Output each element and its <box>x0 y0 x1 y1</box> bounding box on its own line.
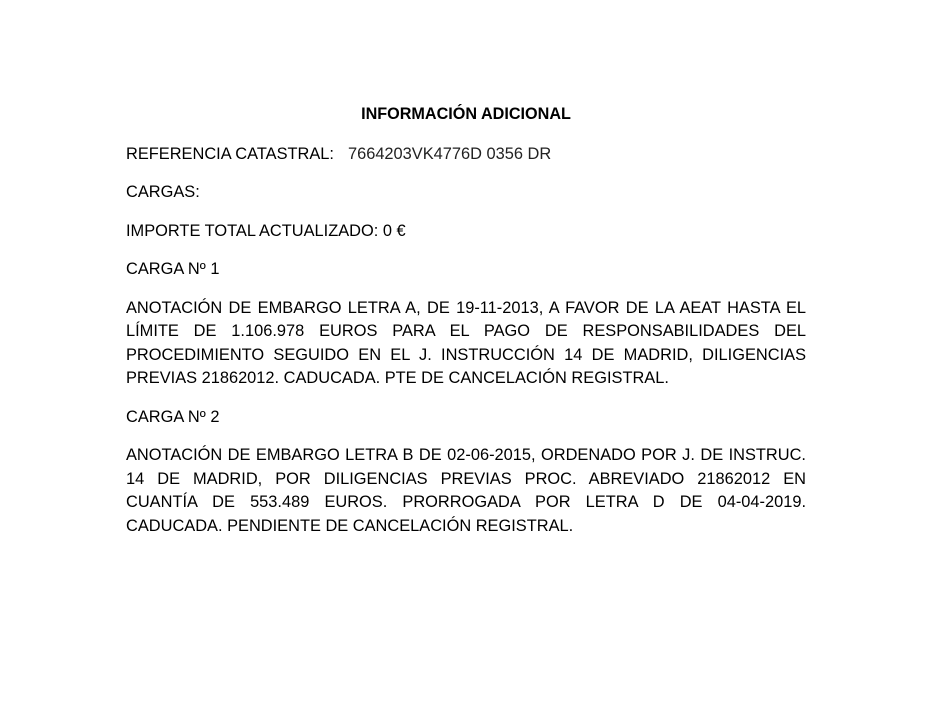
document-title: INFORMACIÓN ADICIONAL <box>361 105 571 123</box>
referencia-catastral-value: 7664203VK4776D 0356 DR <box>347 144 552 163</box>
carga-1-heading: CARGA Nº 1 <box>126 260 220 278</box>
document-content <box>126 103 806 553</box>
carga-1-text: ANOTACIÓN DE EMBARGO LETRA A, DE 19-11-2013, A FAVOR DE LA AEAT HASTA EL LÍMITE DE 1.106.978 EUROS PARA EL PAGO DE RESPONSABILIDADES DEL PROCEDIMIENTO SEGUIDO EN EL J. INSTRUCCIÓN 14 DE MADRID, DILIGENCIAS PREVIAS 21862012. CADUCADA. PTE DE CANCELACIÓN REGISTRAL. <box>126 298 806 387</box>
importe-total-line: IMPORTE TOTAL ACTUALIZADO: 0 € <box>126 221 406 240</box>
referencia-catastral-line <box>126 143 806 167</box>
carga-2-text: ANOTACIÓN DE EMBARGO LETRA B DE 02-06-2015, ORDENADO POR J. DE INSTRUC. 14 DE MADRID, POR DILIGENCIAS PREVIAS PROC. ABREVIADO 21862012 EN CUANTÍA DE 553.489 EUROS. PRORROGADA POR LETRA D DE 04-04-2019. CADUCADA. PENDIENTE DE CANCELACIÓN REGISTRAL. <box>126 446 806 535</box>
carga-2-heading: CARGA Nº 2 <box>126 407 220 426</box>
referencia-catastral-label: REFERENCIA CATASTRAL: <box>126 144 334 163</box>
cargas-label: CARGAS: <box>126 183 200 201</box>
